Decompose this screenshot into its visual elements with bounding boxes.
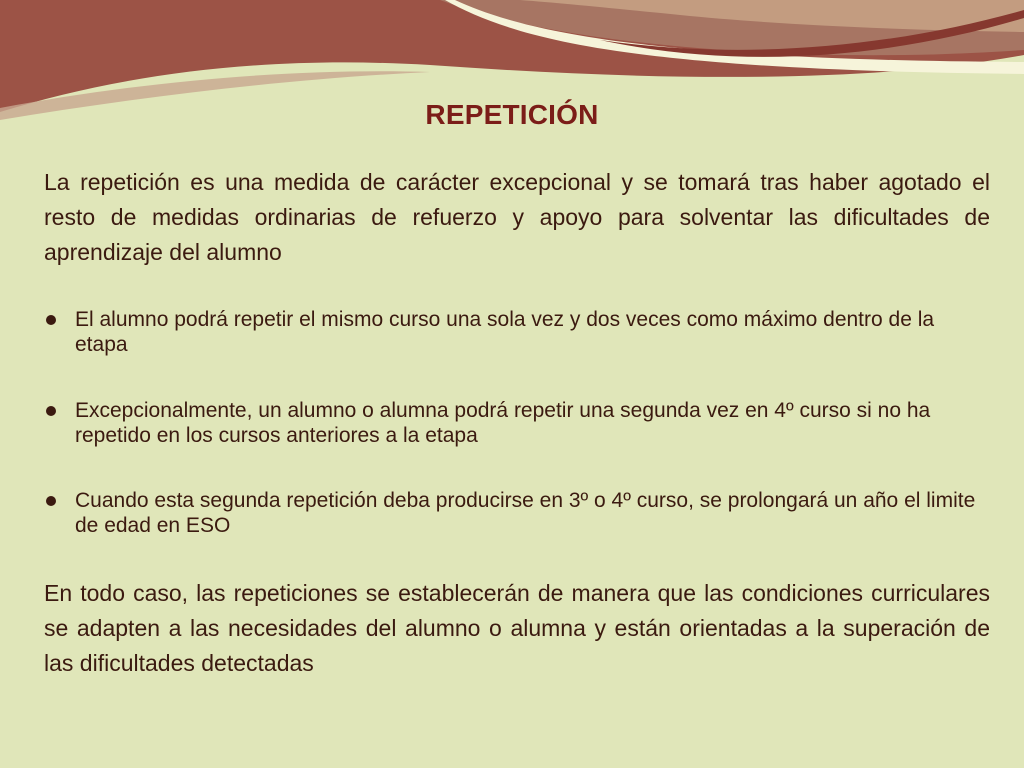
bullet-item bbox=[44, 398, 990, 448]
bullet-text: El alumno podrá repetir el mismo curso una sola vez y dos veces como máximo dentro de la etapa bbox=[75, 308, 935, 356]
bullet-icon bbox=[46, 406, 56, 416]
intro-paragraph: La repetición es una medida de carácter excepcional y se tomará tras haber agotado el resto de medidas ordinarias de refuerzo y apoyo para solventar las dificultades de aprendizaje del alumno bbox=[44, 169, 990, 265]
bullet-item bbox=[44, 307, 990, 357]
bullet-icon bbox=[46, 315, 56, 325]
bullet-item bbox=[44, 488, 990, 538]
bullet-icon bbox=[46, 496, 56, 506]
slide-title: REPETICIÓN bbox=[425, 99, 599, 130]
closing-paragraph: En todo caso, las repeticiones se establecerán de manera que las condiciones curriculares se adapten a las necesidades del alumno o alumna y están orientadas a la superación de las dificultades detectadas bbox=[44, 580, 990, 676]
bullet-text: Cuando esta segunda repetición deba producirse en 3º o 4º curso, se prolongará un año el limite de edad en ESO bbox=[75, 489, 976, 537]
bullet-text: Excepcionalmente, un alumno o alumna podrá repetir una segunda vez en 4º curso si no ha repetido en los cursos anteriores a la etapa bbox=[75, 399, 931, 447]
